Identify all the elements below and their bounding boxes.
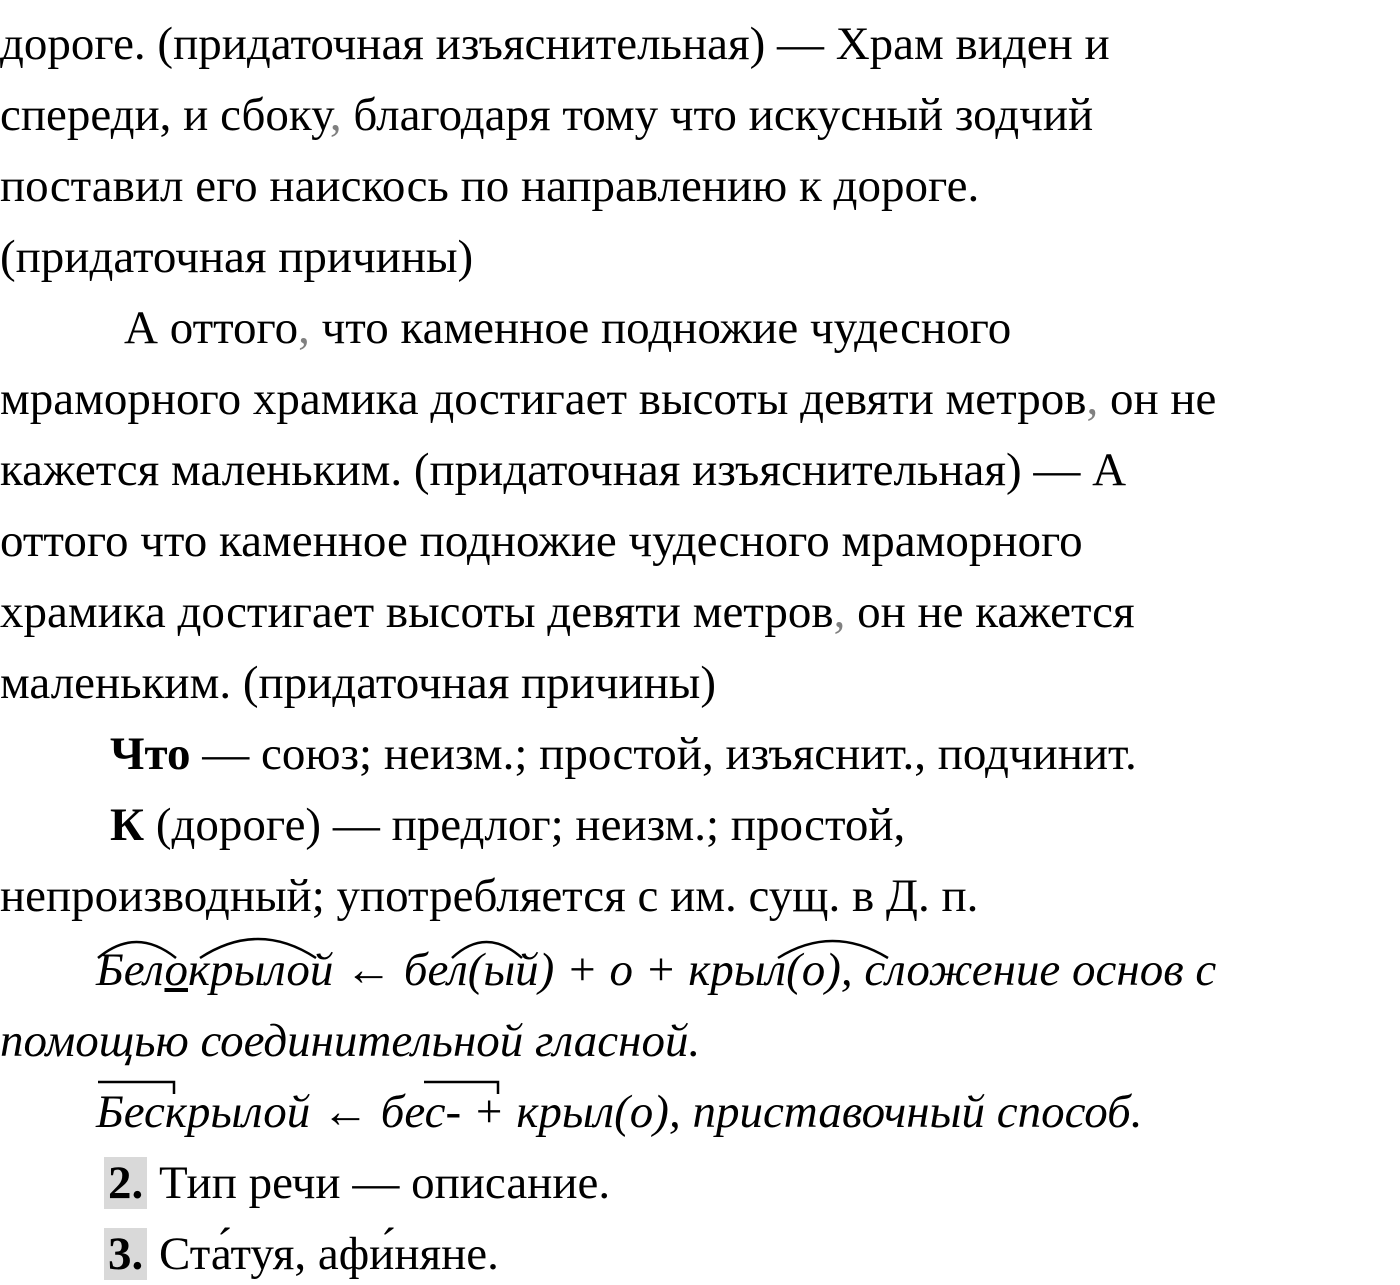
text-line-3 — [0, 156, 979, 216]
morpheme-root: бел — [403, 944, 468, 996]
item-number: 2. — [104, 1157, 147, 1209]
morpheme-root: крылой — [187, 944, 334, 996]
morpheme-interfix: о — [164, 944, 188, 996]
text-line-17 — [104, 1153, 610, 1213]
text: спереди, и сбоку — [0, 89, 330, 141]
text: мраморного храмика достигает высоты девяти метров — [0, 373, 1087, 425]
text: Ста́туя, афи́няне. — [147, 1228, 499, 1280]
text: крылой ← — [164, 1086, 381, 1138]
inserted-comma: , — [833, 586, 846, 638]
text-line-9 — [0, 582, 1135, 642]
text-line-7 — [0, 440, 1126, 500]
text: непроизводный; употребляется с им. сущ. в Д. п. — [0, 870, 979, 922]
text-line-15 — [0, 1011, 700, 1071]
inserted-comma: , — [1086, 373, 1099, 425]
morpheme-prefix: бес — [380, 1086, 446, 1138]
morpheme-root: крыл — [688, 944, 787, 996]
text: дороге. (придаточная изъяснительная) — Храм виден и — [0, 18, 1110, 70]
bold-term: Что — [110, 728, 191, 780]
text: А оттого — [124, 302, 299, 354]
text: помощью соединительной гласной. — [0, 1015, 701, 1067]
text: храмика достигает высоты девяти метров — [0, 586, 834, 638]
text-line-13 — [0, 866, 978, 926]
text-line-12 — [110, 795, 905, 855]
text: — союз; неизм.; простой, изъяснит., подчинит. — [190, 728, 1137, 780]
item-number: 3. — [104, 1228, 147, 1280]
text: (придаточная причины) — [0, 231, 474, 283]
text: благодаря тому что искусный зодчий — [341, 89, 1094, 141]
text: Тип речи — описание. — [147, 1157, 611, 1209]
text-line-11 — [110, 724, 1137, 784]
text-line-2 — [0, 85, 1093, 145]
text-line-8 — [0, 511, 1083, 571]
text: кажется маленьким. (придаточная изъяснительная) — А — [0, 444, 1127, 496]
text-line-16 — [96, 1082, 1143, 1142]
text: поставил его наискось по направлению к дороге. — [0, 160, 980, 212]
text: ← — [333, 944, 404, 996]
text: маленьким. (придаточная причины) — [0, 657, 717, 709]
morpheme-root: Бел — [96, 944, 165, 996]
bold-term: К — [110, 799, 145, 851]
text: оттого что каменное подножие чудесного мраморного — [0, 515, 1083, 567]
text: - + крыл(о), приставочный способ. — [445, 1086, 1143, 1138]
text-line-14 — [96, 940, 1216, 1000]
text-line-6 — [0, 369, 1216, 429]
text: (о), сложение основ с — [786, 944, 1217, 996]
text: что каменное подножие чудесного — [309, 302, 1012, 354]
text: (ый) + о + — [467, 944, 689, 996]
text-line-10 — [0, 653, 716, 713]
inserted-comma: , — [298, 302, 310, 354]
text-line-1 — [0, 14, 1110, 74]
text: он не — [1098, 373, 1217, 425]
text-line-18 — [104, 1224, 499, 1284]
text-line-4 — [0, 227, 473, 287]
morpheme-prefix: Бес — [96, 1086, 165, 1138]
text-line-5 — [124, 298, 1011, 358]
inserted-comma: , — [329, 89, 342, 141]
text: он не кажется — [845, 586, 1135, 638]
text: (дороге) — предлог; неизм.; простой, — [144, 799, 906, 851]
